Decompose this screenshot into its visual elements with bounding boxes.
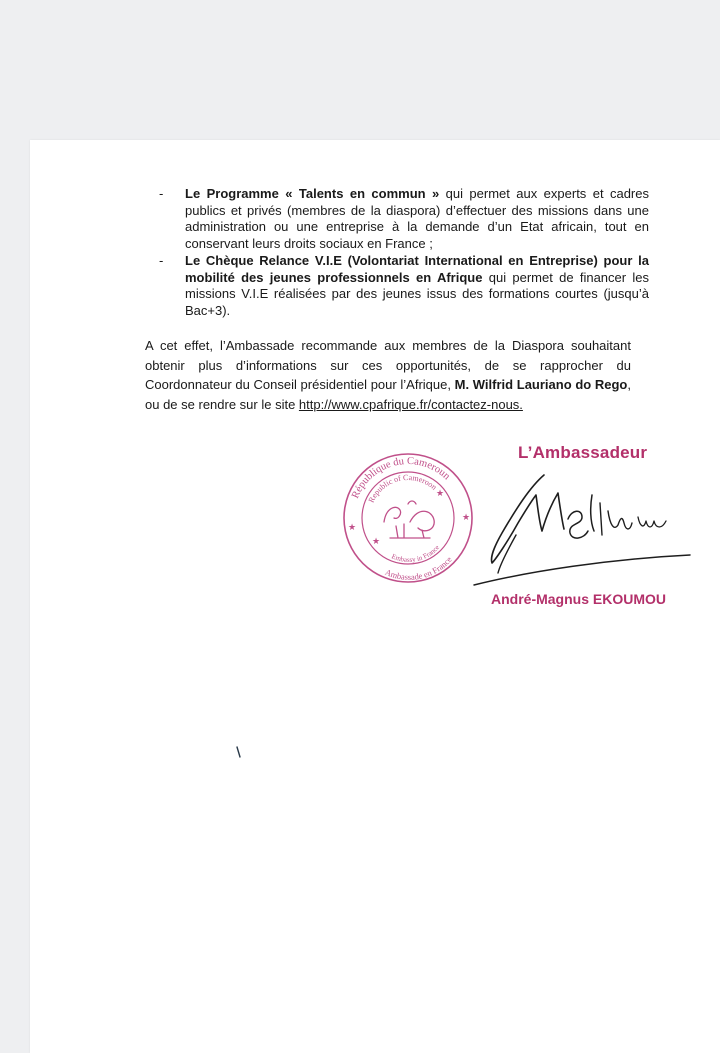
svg-text:★: ★ [347,522,357,532]
coordinator-name: M. Wilfrid Lauriano do Rego [454,377,628,392]
program-title: Le Chèque Relance V.I.E (Volontariat International en Entreprise) pour la mobilité des jeunes professionnels en Afrique [185,253,649,285]
seal-inner-text: Republic of Cameroon [366,472,439,505]
list-item [159,186,649,252]
body-paragraph: A cet effet, l’Ambassade recommande aux membres de la Diaspora souhaitant obtenir plus d’informations sur ces opportunités, de se rapprocher du Coordonnateur du Conseil présidentiel pour l’Afrique, M. Wilfrid Lauriano do Rego, ou de se rendre sur le site http://www.cpafrique.fr/contactez-nous. [145,338,631,412]
signatory-title: L’Ambassadeur [518,443,648,462]
document-page [30,140,720,1053]
seal-bottom-outer-text: Ambassade en France [383,554,454,582]
svg-text:★: ★ [435,488,445,498]
signatory-name: André-Magnus EKOUMOU [491,591,666,607]
bullet-dash: - [159,253,164,268]
website-link[interactable]: http://www.cpafrique.fr/contactez-nous. [298,396,523,412]
svg-text:★: ★ [371,536,381,546]
svg-text:★: ★ [461,512,471,522]
handwritten-signature-icon [460,465,692,590]
bullet-dash: - [159,186,164,201]
list-item [159,253,649,319]
program-title: Le Programme « Talents en commun » [185,186,440,201]
program-description: qui permet de financer les missions V.I.E réalisées par des jeunes issus des formations courtes (jusqu’à Bac+3). [185,269,649,318]
official-seal-icon [338,440,478,590]
seal-outer-text: République du Cameroun [350,455,452,501]
program-description: qui permet aux experts et cadres publics et privés (membres de la diaspora) d’effectuer des missions dans une administration ou une entreprise à la demande d’un Etat africain, tout en conservant leurs droits sociaux en France ; [185,186,649,251]
ink-mark-icon [235,745,243,761]
seal-bottom-inner-text: Embassy in France [390,543,442,564]
bullet-list [159,186,649,320]
